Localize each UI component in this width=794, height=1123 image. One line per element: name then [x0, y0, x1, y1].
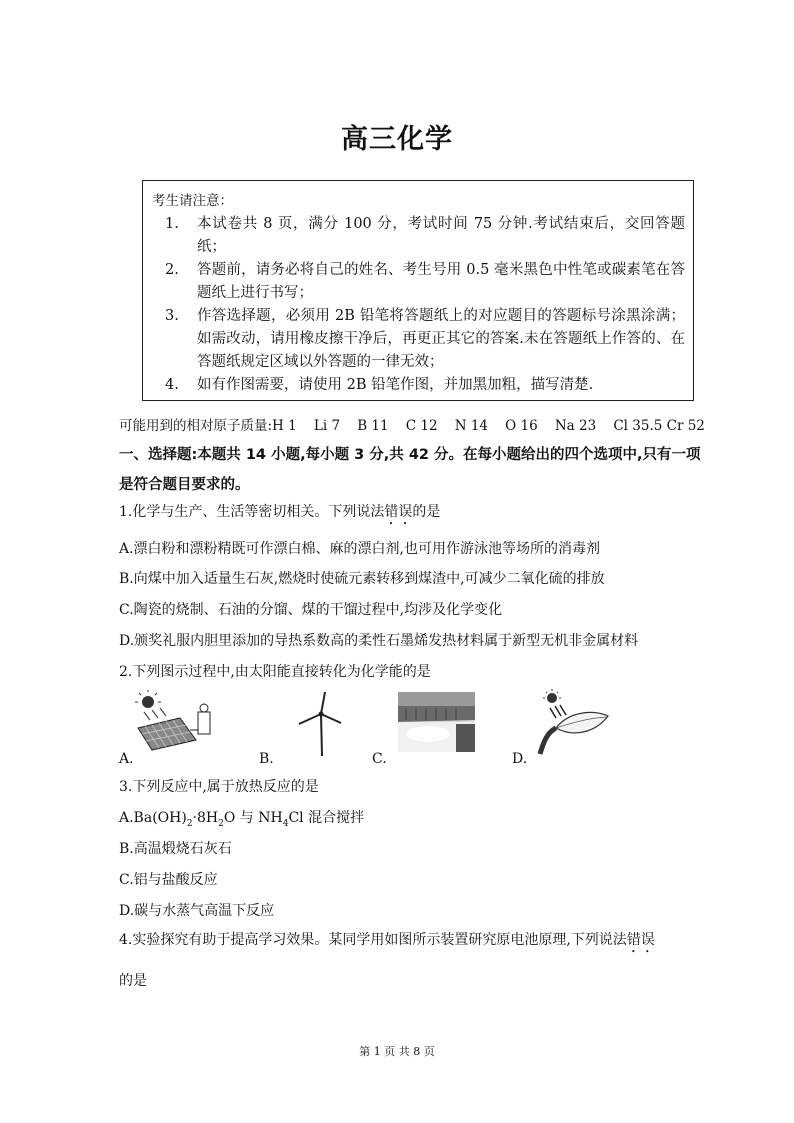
notice-item-text: 作答选择题，必须用 2B 铅笔将答题纸上的对应题目的答题标号涂黑涂满；如需改动，请用橡皮擦干净后，再更正其它的答案.未在答题纸上作答的、在答题纸规定区域以外答题的一律无效； [197, 308, 685, 370]
notice-item-text: 答题前，请务必将自己的姓名、考生号用 0.5 毫米黑色中性笔或碳素笔在答题纸上进行书写； [197, 262, 685, 301]
q3-option-c: C.铝与盐酸反应 [119, 872, 218, 888]
section-heading-line2: 是符合题目要求的。 [119, 477, 250, 493]
q2-label-d: D. [512, 751, 528, 767]
notice-item [165, 374, 685, 397]
page-title: 高三化学 [341, 124, 453, 155]
notice-item-number: 3. [165, 308, 179, 324]
q3-option-a-part: O 与 NH [223, 810, 283, 826]
q1-stem [119, 501, 440, 528]
q1-stem-emphasis: 错误 [384, 504, 413, 520]
q1-option-a: A.漂白粉和漂粉精既可作漂白棉、麻的漂白剂,也可用作游泳池等场所的消毒剂 [119, 541, 601, 557]
q4-stem-line2: 的是 [119, 973, 147, 989]
photosynthesis-image [530, 688, 610, 756]
section-heading-line1: 一、选择题:本题共 14 小题,每小题 3 分,共 42 分。在每小题给出的四个选项中,只有一项 [119, 447, 701, 463]
solar-panel-image [130, 690, 215, 752]
notice-item-number: 1. [165, 216, 179, 232]
notice-item [165, 213, 685, 259]
q4-stem [119, 929, 655, 956]
q2-label-c: C. [372, 751, 387, 767]
q2-label-b: B. [259, 751, 274, 767]
q3-option-a-part: Cl 混合搅拌 [288, 810, 365, 826]
q4-stem-emphasis: 错误 [626, 932, 655, 948]
q1-stem-pre: 1.化学与生产、生活等密切相关。下列说法 [119, 504, 385, 520]
q3-option-a [119, 807, 364, 829]
notice-item [165, 259, 685, 305]
notice-item-text: 本试卷共 8 页，满分 100 分，考试时间 75 分钟.考试结束后，交回答题纸； [197, 216, 685, 255]
q3-option-a-sub: 2 [186, 818, 193, 829]
q4-stem-pre: 4.实验探究有助于提高学习效果。某同学用如图所示装置研究原电池原理,下列说法 [119, 932, 627, 948]
q3-option-d: D.碳与水蒸气高温下反应 [119, 903, 275, 919]
q3-option-a-sub: 4 [282, 818, 289, 829]
dam-image [398, 692, 475, 752]
notice-item [165, 305, 685, 374]
page-footer: 第 1 页 共 8 页 [359, 1045, 435, 1058]
q3-option-a-part: ·8H [192, 810, 219, 826]
notice-item-number: 2. [165, 262, 179, 278]
q1-stem-post: 的是 [412, 504, 441, 520]
q3-option-a-sub: 2 [218, 818, 224, 829]
q1-option-c: C.陶瓷的烧制、石油的分馏、煤的干馏过程中,均涉及化学变化 [119, 602, 503, 618]
q3-option-a-part: A.Ba(OH) [119, 810, 187, 826]
notice-item-text: 如有作图需要，请使用 2B 铅笔作图，并加黑加粗，描写清楚. [197, 377, 594, 393]
q2-label-a: A. [119, 751, 134, 767]
notice-list [165, 213, 685, 397]
notice-box [142, 180, 694, 401]
atomic-masses: 可能用到的相对原子质量:H 1 Li 7 B 11 C 12 N 14 O 16 Na 23 Cl 35.5 Cr 52 [119, 418, 705, 434]
q3-stem: 3.下列反应中,属于放热反应的是 [119, 779, 319, 795]
wind-turbine-image [295, 690, 345, 758]
q3-option-b: B.高温煅烧石灰石 [119, 841, 232, 857]
q2-stem: 2.下列图示过程中,由太阳能直接转化为化学能的是 [119, 664, 431, 680]
q1-option-b: B.向煤中加入适量生石灰,燃烧时使硫元素转移到煤渣中,可减少二氧化硫的排放 [119, 571, 605, 587]
q1-option-d: D.颁奖礼服内胆里添加的导热系数高的柔性石墨烯发热材料属于新型无机非金属材料 [119, 633, 639, 649]
notice-heading: 考生请注意： [152, 193, 233, 209]
notice-item-number: 4. [165, 377, 179, 393]
